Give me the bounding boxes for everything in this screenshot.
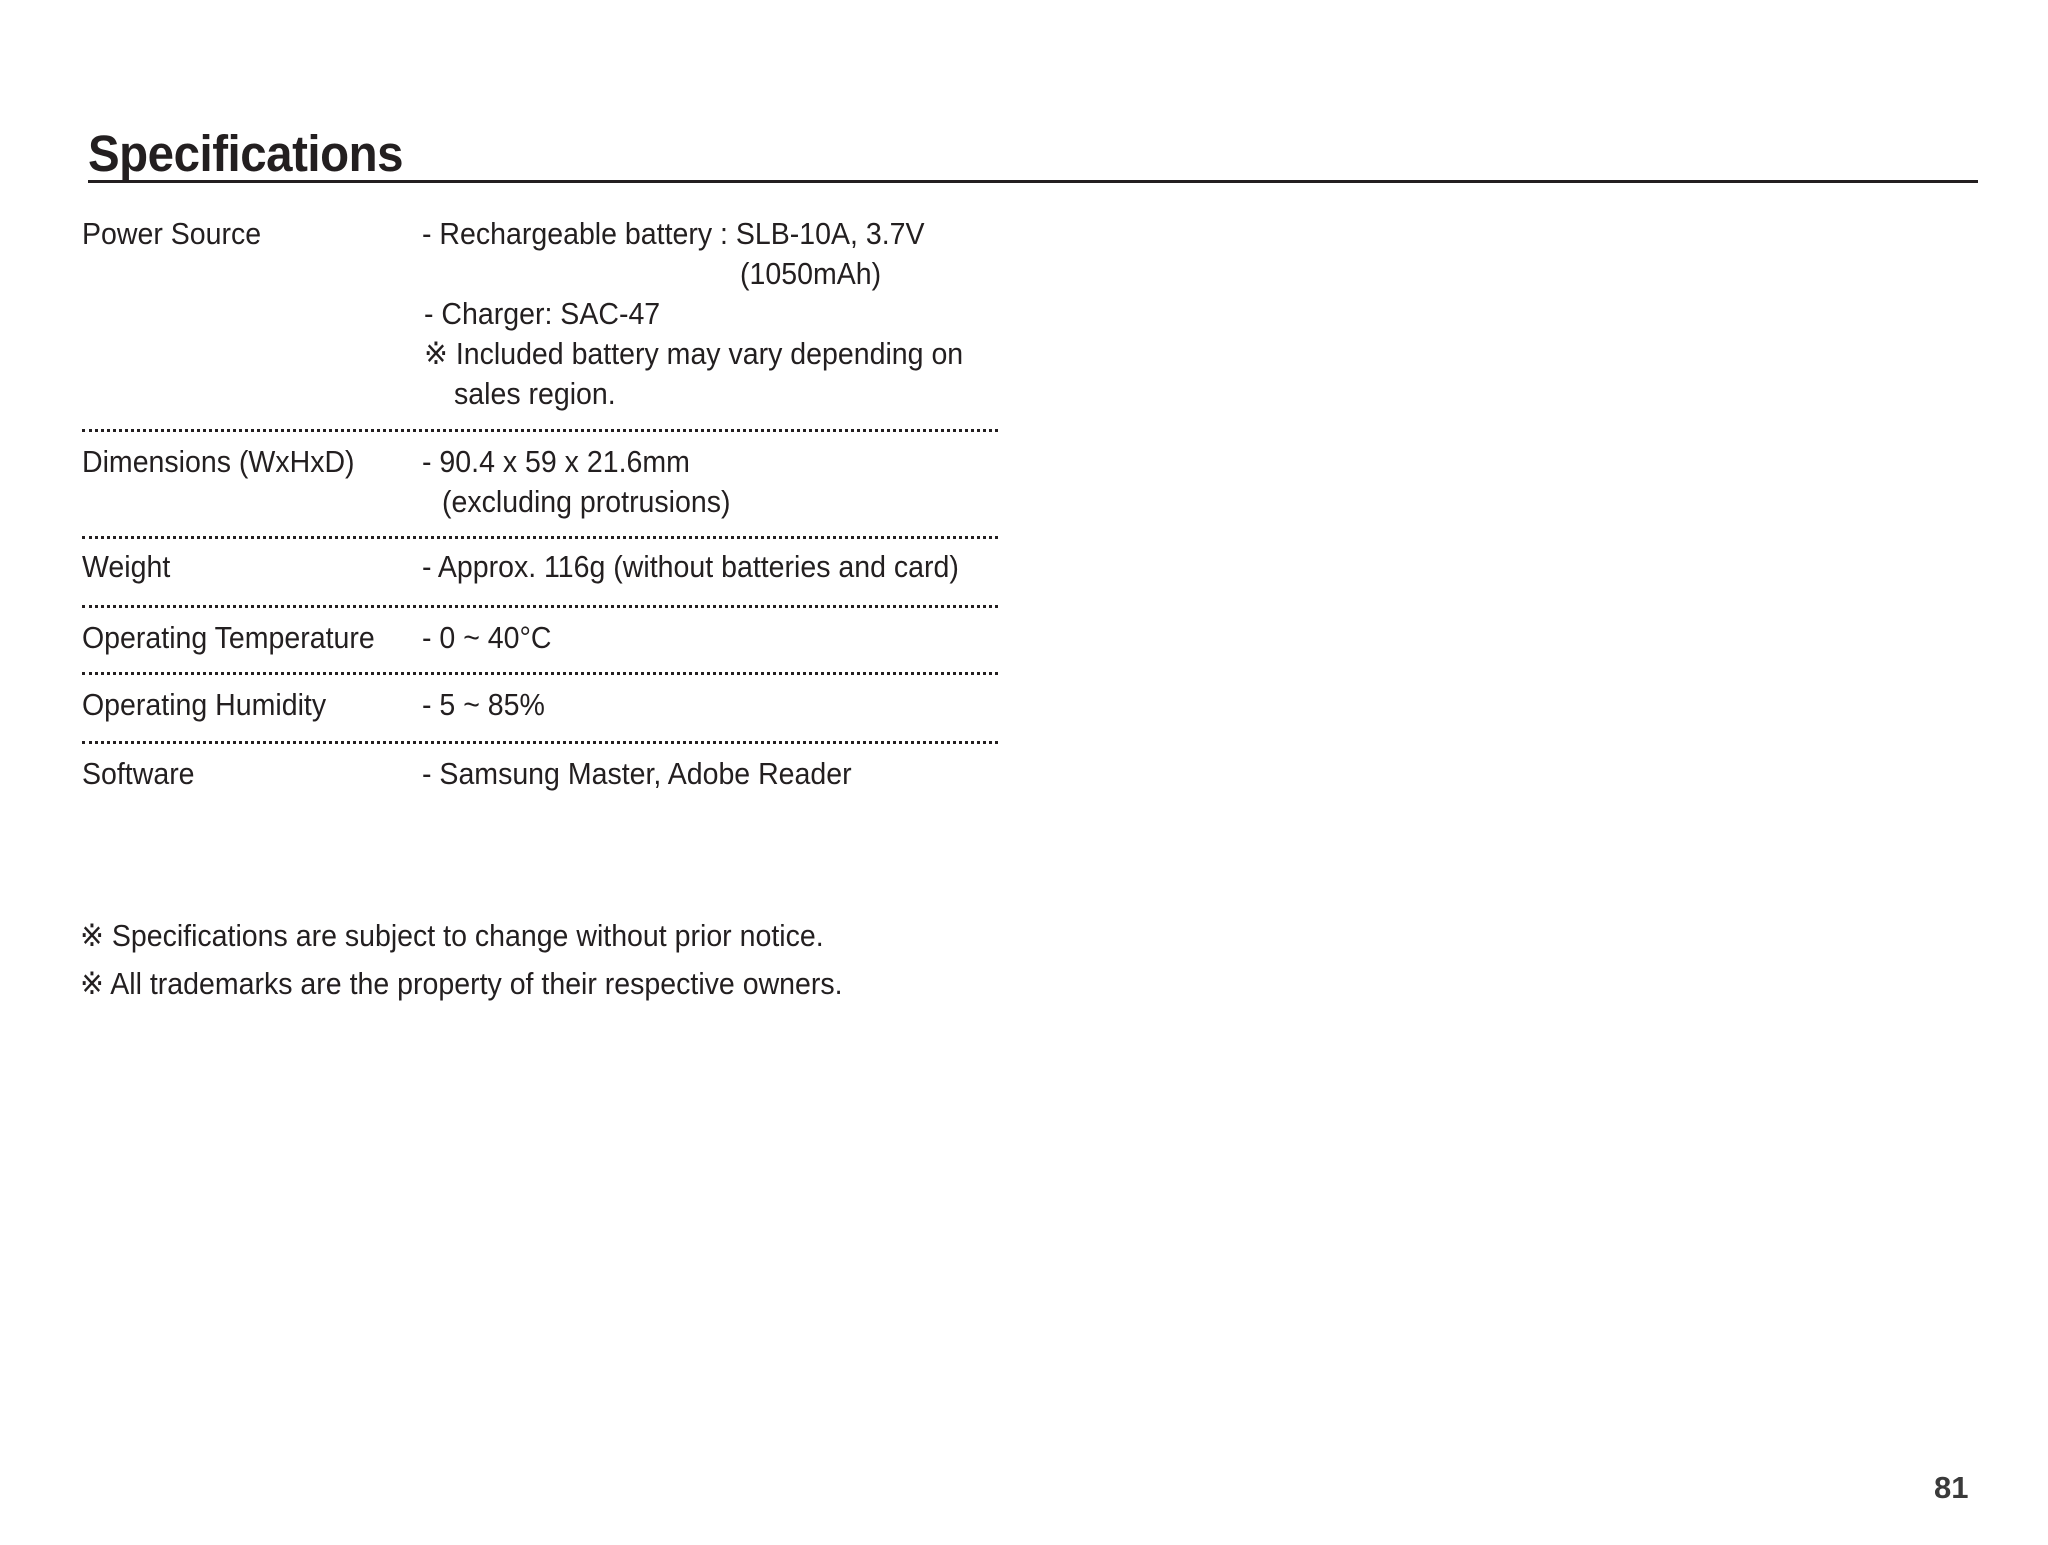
footnotes <box>80 912 909 1008</box>
footnote: ※ Specifications are subject to change without prior notice. <box>80 918 824 953</box>
spec-values <box>422 539 998 587</box>
spec-row-dimensions <box>82 432 998 539</box>
spec-label: Power Source <box>82 216 262 251</box>
spec-row-operating-temperature <box>82 608 998 675</box>
spec-value-line: - Charger: SAC-47 <box>424 296 661 331</box>
spec-value-line: ※ Included battery may vary depending on <box>424 336 964 371</box>
spec-value-line: (1050mAh) <box>740 256 882 291</box>
spec-value-line: - 90.4 x 59 x 21.6mm <box>422 444 690 479</box>
spec-label: Weight <box>82 549 171 584</box>
spec-label: Operating Temperature <box>82 620 375 655</box>
spec-values <box>422 608 998 658</box>
spec-value-line: - 0 ~ 40°C <box>422 620 552 655</box>
spec-row-software <box>82 744 998 804</box>
spec-value-line: (excluding protrusions) <box>442 484 731 519</box>
spec-values <box>422 212 998 414</box>
spec-value-line: sales region. <box>454 376 616 411</box>
specifications-table <box>82 212 998 804</box>
spec-values <box>422 744 998 794</box>
spec-value-line: - Rechargeable battery : SLB-10A, 3.7V <box>422 216 925 251</box>
footnote: ※ All trademarks are the property of their respective owners. <box>80 966 843 1001</box>
spec-label: Software <box>82 756 195 791</box>
spec-row-weight <box>82 539 998 608</box>
spec-label: Operating Humidity <box>82 687 327 722</box>
spec-values <box>422 675 998 725</box>
spec-value-line: - 5 ~ 85% <box>422 687 545 722</box>
page-title: Specifications <box>88 125 404 182</box>
spec-row-power-source <box>82 212 998 432</box>
spec-value-line: - Samsung Master, Adobe Reader <box>422 756 852 791</box>
page-header <box>88 125 1978 183</box>
spec-values <box>422 432 998 522</box>
spec-label: Dimensions (WxHxD) <box>82 444 355 479</box>
page-number: 81 <box>1934 1470 1969 1505</box>
spec-value-line: - Approx. 116g (without batteries and card) <box>422 549 959 584</box>
spec-row-operating-humidity <box>82 675 998 744</box>
